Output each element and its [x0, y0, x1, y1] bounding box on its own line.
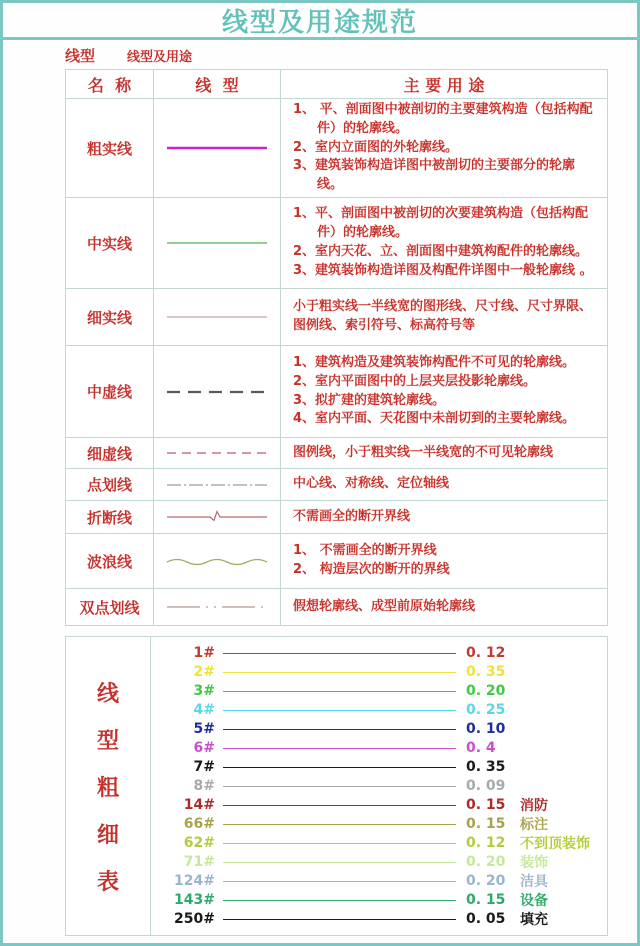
line-sample-cell — [154, 99, 281, 197]
section-caption: 线型及用途 — [127, 50, 193, 65]
table-body — [66, 98, 607, 625]
table-header-row — [66, 70, 607, 98]
weight-row — [159, 644, 607, 663]
use-item: 4、室内平面、天花图中未剖切到的主要轮廓线。 — [293, 411, 576, 427]
weight-row — [159, 815, 607, 834]
weight-table-title-char: 粗 — [96, 775, 119, 801]
weight-line-sample — [223, 862, 456, 863]
linetype-name: 粗实线 — [66, 99, 154, 197]
weight-row — [159, 853, 607, 872]
medium-solid-line-sample — [165, 236, 269, 250]
column-header-linetype: 线 型 — [154, 70, 281, 98]
weight-line-sample — [223, 805, 456, 806]
linetype-name: 中实线 — [66, 198, 154, 288]
weight-line-sample — [223, 710, 456, 711]
use-item: 中心线、对称线、定位轴线 — [293, 476, 450, 492]
linetype-row — [66, 197, 607, 288]
linetype-uses — [281, 501, 607, 533]
linetype-uses — [281, 469, 607, 500]
line-sample-cell — [154, 501, 281, 533]
weight-row — [159, 910, 607, 929]
section-label-linetype: 线型 — [65, 47, 96, 65]
weight-row — [159, 682, 607, 701]
weight-table-title-char: 型 — [96, 728, 119, 754]
use-item: 2、室内平面图中的上层夹层投影轮廓线。 — [293, 373, 537, 389]
page-title: 线型及用途规范 — [3, 3, 637, 40]
linetype-row — [66, 288, 607, 345]
weight-line-sample — [223, 748, 456, 749]
weight-table-title — [66, 637, 151, 935]
linetype-row — [66, 98, 607, 197]
pen-number: 4# — [193, 702, 215, 718]
weight-usage-label: 设备 — [520, 893, 548, 909]
use-item: 小于粗实线一半线宽的图形线、尺寸线、尺寸界限、图例线、索引符号、标高符号等 — [293, 299, 593, 333]
weight-value: 0. 15 — [466, 816, 506, 832]
pen-number: 143# — [174, 892, 215, 908]
weight-row — [159, 663, 607, 682]
weight-row — [159, 891, 607, 910]
pen-number: 1# — [193, 645, 215, 661]
double-dash-dot-line-sample — [165, 600, 269, 614]
break-line-line-sample — [165, 510, 269, 524]
thick-solid-line-sample — [165, 141, 269, 155]
line-sample-cell — [154, 438, 281, 468]
use-item: 不需画全的断开界线 — [293, 508, 411, 524]
pen-number: 6# — [193, 740, 215, 756]
line-sample-cell — [154, 346, 281, 437]
weight-line-sample — [223, 691, 456, 692]
use-item: 1、 不需画全的断开界线 — [293, 543, 437, 559]
line-sample-cell — [154, 289, 281, 345]
weight-table-title-char: 线 — [96, 681, 119, 707]
weight-value: 0. 05 — [466, 911, 506, 927]
use-item: 3、建筑装饰构造详图中被剖切的主要部分的轮廓线。 — [293, 158, 576, 193]
column-header-uses: 主 要 用 途 — [403, 75, 485, 95]
use-item: 1、 平、剖面图中被剖切的主要建筑构造（包括构配件）的轮廓线。 — [293, 101, 593, 136]
weight-value: 0. 15 — [466, 892, 506, 908]
dash-dot-line-sample — [165, 478, 269, 492]
pen-number: 250# — [174, 911, 215, 927]
wavy-line-sample — [165, 554, 269, 568]
weight-table-title-char: 细 — [96, 822, 119, 848]
linetype-row — [66, 345, 607, 437]
line-weight-table — [65, 636, 608, 936]
weight-row — [159, 758, 607, 777]
use-item: 2、室内天花、立、剖面图中建筑构配件的轮廓线。 — [293, 244, 589, 259]
weight-line-sample — [223, 767, 456, 768]
weight-value: 0. 35 — [466, 664, 506, 680]
linetype-row — [66, 500, 607, 533]
weight-line-sample — [223, 824, 456, 825]
linetype-uses — [281, 438, 607, 468]
linetype-uses — [281, 589, 607, 625]
use-item: 3、建筑装饰构造详图及构配件详图中一般轮廓线 。 — [293, 262, 593, 278]
weight-row — [159, 796, 607, 815]
linetype-row — [66, 533, 607, 588]
pen-number: 62# — [183, 835, 215, 851]
linetype-usage-table — [65, 69, 608, 626]
linetype-name: 中虚线 — [66, 346, 154, 437]
weight-value: 0. 12 — [466, 835, 506, 851]
column-header-name: 名 称 — [66, 70, 154, 98]
weight-value: 0. 4 — [466, 740, 496, 756]
linetype-uses — [281, 198, 607, 288]
weight-table-title-char: 表 — [96, 869, 119, 895]
weight-usage-label: 不到顶装饰 — [520, 836, 590, 852]
linetype-name: 双点划线 — [66, 589, 154, 625]
weight-value: 0. 15 — [466, 797, 506, 813]
linetype-uses — [281, 289, 607, 345]
weight-usage-label: 洁具 — [520, 874, 548, 890]
use-item: 图例线，小于粗实线一半线宽的不可见轮廓线 — [293, 444, 554, 460]
content-area — [3, 40, 637, 936]
thin-solid-line-sample — [165, 310, 269, 324]
weight-value: 0. 09 — [466, 778, 506, 794]
weight-value: 0. 10 — [466, 721, 506, 737]
weight-row — [159, 872, 607, 891]
pen-number: 71# — [183, 854, 215, 870]
linetype-uses — [281, 346, 607, 437]
thin-dashed-line-sample — [165, 446, 269, 460]
use-item: 3、拟扩建的建筑轮廓线。 — [293, 392, 446, 408]
linetype-row — [66, 588, 607, 625]
weight-line-sample — [223, 843, 456, 844]
weight-usage-label: 消防 — [520, 798, 548, 814]
use-item: 假想轮廓线、成型前原始轮廓线 — [293, 598, 476, 614]
weight-value: 0. 20 — [466, 854, 506, 870]
linetype-name: 折断线 — [66, 501, 154, 533]
pen-number: 2# — [193, 664, 215, 680]
linetype-row — [66, 437, 607, 468]
weight-value: 0. 25 — [466, 702, 506, 718]
weight-row — [159, 739, 607, 758]
use-item: 2、 构造层次的断开的界线 — [293, 562, 450, 577]
linetype-name: 波浪线 — [66, 534, 154, 588]
linetype-name: 点划线 — [66, 469, 154, 500]
section-header — [65, 45, 637, 69]
pen-number: 14# — [183, 797, 215, 813]
medium-dashed-line-sample — [165, 385, 269, 399]
pen-number: 66# — [183, 816, 215, 832]
linetype-uses — [281, 534, 607, 588]
use-item: 1、建筑构造及建筑装饰构配件不可见的轮廓线。 — [293, 354, 576, 370]
weight-row — [159, 834, 607, 853]
line-sample-cell — [154, 534, 281, 588]
linetype-name: 细虚线 — [66, 438, 154, 468]
line-sample-cell — [154, 198, 281, 288]
weight-usage-label: 填充 — [520, 912, 548, 928]
weight-usage-label: 标注 — [520, 817, 548, 833]
linetype-row — [66, 468, 607, 500]
line-sample-cell — [154, 469, 281, 500]
pen-number: 7# — [193, 759, 215, 775]
weight-line-sample — [223, 919, 456, 920]
weight-line-sample — [223, 729, 456, 730]
weight-value: 0. 12 — [466, 645, 506, 661]
weight-line-sample — [223, 900, 456, 901]
linetype-uses — [281, 99, 607, 197]
weight-line-sample — [223, 881, 456, 882]
line-sample-cell — [154, 589, 281, 625]
weight-value: 0. 20 — [466, 683, 506, 699]
weight-value: 0. 35 — [466, 759, 506, 775]
weight-row — [159, 777, 607, 796]
pen-number: 5# — [193, 721, 215, 737]
pen-number: 8# — [193, 778, 215, 794]
weight-line-sample — [223, 672, 456, 673]
weight-usage-label: 装饰 — [520, 855, 548, 871]
weight-row — [159, 720, 607, 739]
use-item: 1、平、剖面图中被剖切的次要建筑构造（包括构配件）的轮廓线。 — [293, 206, 589, 241]
weight-line-sample — [223, 786, 456, 787]
weight-value: 0. 20 — [466, 873, 506, 889]
pen-number: 3# — [193, 683, 215, 699]
weight-row — [159, 701, 607, 720]
weight-line-sample — [223, 653, 456, 654]
pen-number: 124# — [174, 873, 215, 889]
use-item: 2、室内立面图的外轮廓线。 — [293, 139, 459, 155]
linetype-name: 细实线 — [66, 289, 154, 345]
weight-table-body — [151, 637, 607, 935]
